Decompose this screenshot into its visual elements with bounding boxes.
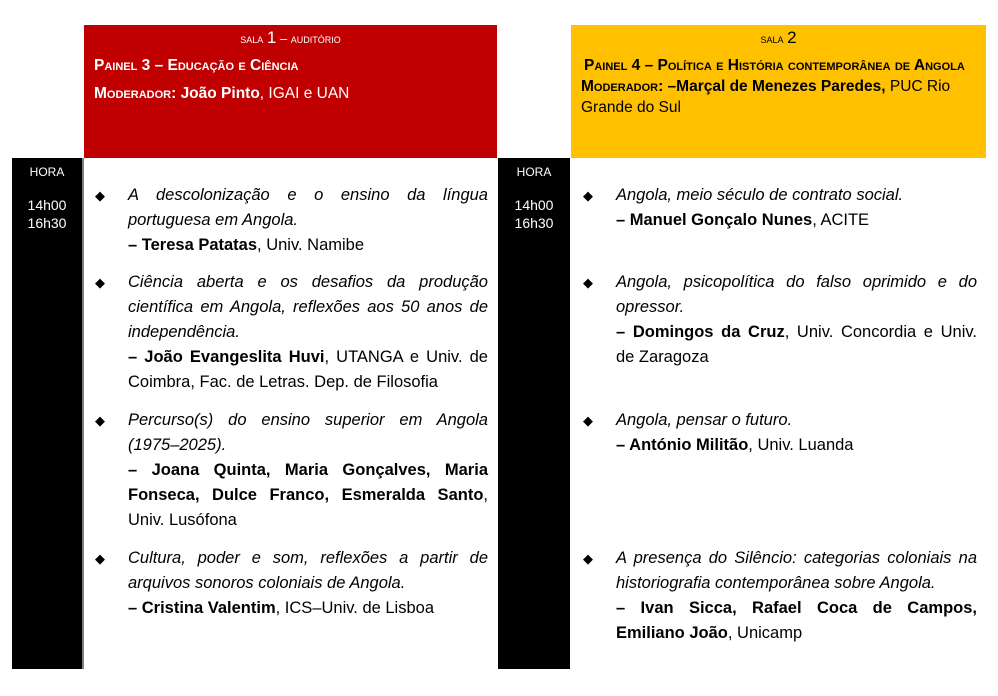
talk-item — [95, 408, 488, 533]
talk-affiliation: , UTANGA e Univ. de Coimbra, Fac. de Letras. Dep. de Filosofia — [128, 348, 488, 391]
sala2-room-prefix: sala — [760, 31, 788, 46]
talk-title: Angola, pensar o futuro. — [616, 411, 793, 429]
sala1-moderator-affil: , IGAI e UAN — [259, 85, 350, 102]
talk-title: Ciência aberta e os desafios da produção científica em Angola, reflexões aos 50 anos de independência. — [128, 273, 488, 341]
talk-affiliation: , ACITE — [812, 211, 870, 229]
talk-authors: – António Militão — [616, 436, 749, 454]
diamond-bullet-icon: ◆ — [583, 413, 593, 428]
talk-authors: – Joana Quinta, Maria Gonçalves, Maria Fonseca, Dulce Franco, Esmeralda Santo — [128, 461, 488, 504]
talk-affiliation: , Univ. Concordia e Univ. de Zaragoza — [616, 323, 977, 366]
sala1-header — [84, 25, 497, 158]
talk-affiliation: , Univ. Lusófona — [128, 486, 488, 529]
sala1-time-column — [12, 158, 84, 669]
sala2-moderator-affil: PUC Rio Grande do Sul — [581, 78, 951, 116]
talk-item — [95, 270, 488, 395]
talk-authors: – João Evangeslita Huvi — [128, 348, 325, 366]
sala1-room-prefix: sala — [240, 31, 267, 46]
diamond-bullet-icon: ◆ — [95, 413, 105, 428]
diamond-bullet-icon: ◆ — [583, 275, 593, 290]
talk-affiliation: , Univ. Namibe — [257, 236, 365, 254]
diamond-bullet-icon: ◆ — [95, 551, 105, 566]
sala2-room-number: 2 — [787, 28, 797, 47]
sala2-header — [571, 25, 986, 158]
sala1-time-start: 14h00 — [27, 197, 67, 213]
sala1-moderator — [94, 83, 487, 104]
diamond-bullet-icon: ◆ — [583, 551, 593, 566]
sala1-room-number: 1 — [266, 28, 277, 47]
sala2-time-start: 14h00 — [514, 197, 554, 213]
diamond-bullet-icon: ◆ — [583, 188, 593, 203]
talk-item — [583, 546, 977, 646]
talk-title: A descolonização e o ensino da língua portuguesa em Angola. — [128, 186, 488, 229]
talk-authors: – Domingos da Cruz — [616, 323, 785, 341]
sala1-time-end: 16h30 — [27, 215, 67, 231]
sala1-hora-label: HORA — [29, 165, 65, 179]
talk-affiliation: , ICS–Univ. de Lisboa — [275, 599, 435, 617]
talk-item — [583, 183, 977, 233]
diamond-bullet-icon: ◆ — [95, 275, 105, 290]
talk-item — [95, 546, 488, 621]
sala2-moderator-label: Moderador: — [581, 78, 664, 95]
sala1-moderator-name: João Pinto — [180, 85, 260, 102]
sala2-time-column — [498, 158, 570, 669]
talk-item — [95, 183, 488, 258]
talk-item — [583, 270, 977, 370]
sala2-room-label — [581, 29, 976, 48]
talk-title: Angola, meio século de contrato social. — [616, 186, 904, 204]
talk-title: Percurso(s) do ensino superior em Angola (1975–2025). — [128, 411, 488, 454]
sala2-time-end: 16h30 — [514, 215, 554, 231]
talk-authors: – Ivan Sicca, Rafael Coca de Campos, Emiliano João — [616, 599, 977, 642]
sala2-moderator-name: –Marçal de Menezes Paredes, — [663, 78, 886, 95]
sala2-moderator — [581, 76, 976, 118]
talk-authors: – Cristina Valentim — [128, 599, 276, 617]
talk-affiliation: , Unicamp — [727, 624, 803, 642]
sala2-hora-label: HORA — [516, 165, 552, 179]
talk-title: A presença do Silêncio: categorias coloniais na historiografia contemporânea sobre Angola. — [616, 549, 977, 592]
talk-title: Angola, psicopolítica do falso oprimido e do opressor. — [616, 273, 977, 316]
talk-title: Cultura, poder e som, reflexões a partir de arquivos sonoros coloniais de Angola. — [128, 549, 488, 592]
diamond-bullet-icon: ◆ — [95, 188, 105, 203]
talk-authors: – Teresa Patatas — [128, 236, 258, 254]
sala1-moderator-label: Moderador: — [94, 85, 177, 102]
sala1-panel-title: Painel 3 – Educação e Ciência — [94, 57, 299, 74]
sala2-panel-title: Painel 4 – Política e História contemporânea de Angola — [584, 57, 965, 74]
sala1-room-label — [94, 29, 487, 48]
talk-affiliation: , Univ. Luanda — [748, 436, 854, 454]
sala1-room-suffix: – auditório — [276, 31, 341, 46]
talk-authors: – Manuel Gonçalo Nunes — [616, 211, 813, 229]
talk-item — [583, 408, 977, 458]
